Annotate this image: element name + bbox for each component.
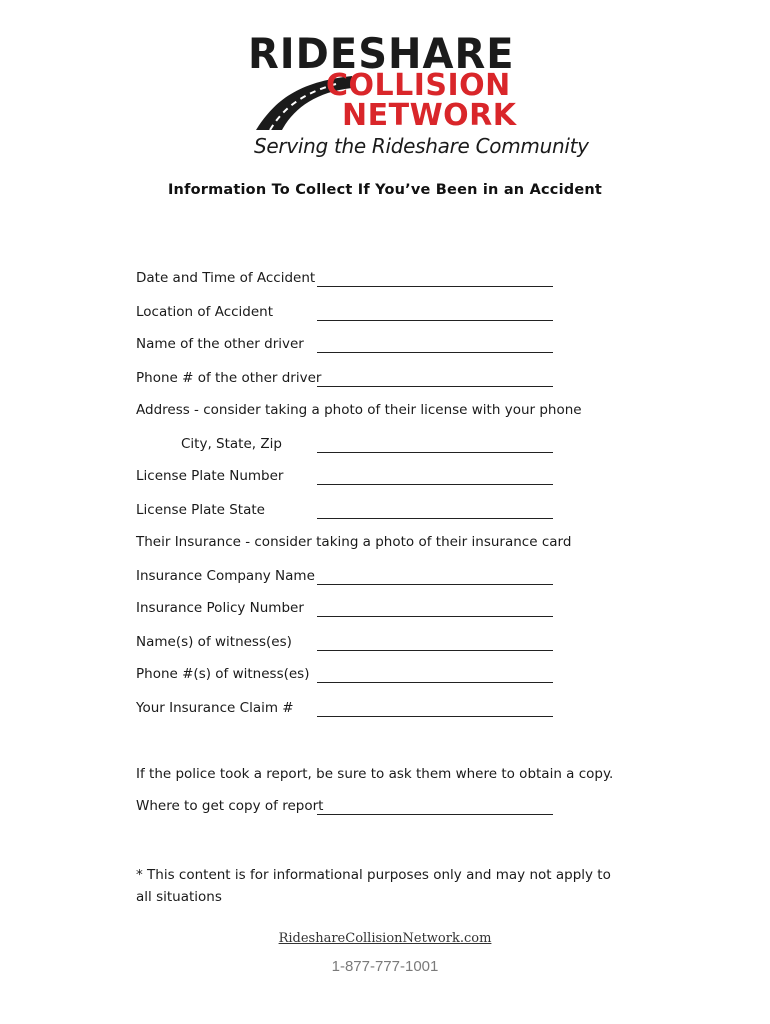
logo-tagline: Serving the Rideshare Community (254, 134, 589, 158)
page-title: Information To Collect If You’ve Been in an Accident (167, 182, 603, 198)
field-blank-line[interactable] (317, 484, 553, 485)
field-claim-number (136, 700, 294, 716)
field-witness-names (136, 634, 292, 650)
field-blank-line[interactable] (317, 682, 553, 683)
field-license-plate-number (136, 468, 283, 484)
field-label: Name of the other driver (136, 336, 304, 352)
police-report-note (136, 766, 613, 782)
rideshare-collision-network-logo (246, 30, 589, 160)
field-date-time (136, 270, 315, 286)
field-label: Insurance Company Name (136, 568, 315, 584)
section-label: Address - consider taking a photo of their license with your phone (136, 402, 582, 418)
field-location (136, 304, 273, 320)
field-other-driver-name (136, 336, 304, 352)
field-blank-line[interactable] (317, 320, 553, 321)
field-label: Phone #(s) of witness(es) (136, 666, 310, 682)
field-label: City, State, Zip (181, 436, 282, 452)
field-insurance-policy (136, 600, 304, 616)
field-report-copy (136, 798, 323, 814)
field-witness-phones (136, 666, 309, 682)
field-label: Location of Accident (136, 304, 274, 320)
field-blank-line[interactable] (317, 584, 553, 585)
field-label: License Plate State (136, 502, 265, 518)
note-text: If the police took a report, be sure to ask them where to obtain a copy. (136, 766, 614, 782)
field-blank-line[interactable] (317, 286, 553, 287)
field-insurance-company (136, 568, 315, 584)
section-label: Their Insurance - consider taking a photo of their insurance card (136, 534, 572, 550)
field-city-state-zip (181, 436, 282, 452)
field-blank-line[interactable] (317, 452, 553, 453)
field-license-plate-state (136, 502, 265, 518)
logo-collision-text: COLLISION (326, 68, 511, 103)
field-blank-line[interactable] (317, 386, 553, 387)
field-label: Phone # of the other driver (136, 370, 322, 386)
field-blank-line[interactable] (317, 518, 553, 519)
section-insurance (136, 534, 571, 550)
website-link[interactable]: RideshareCollisionNetwork.com (278, 931, 492, 946)
field-label: Where to get copy of report (136, 798, 324, 814)
field-blank-line[interactable] (317, 716, 553, 717)
field-blank-line[interactable] (317, 814, 553, 815)
field-label: Name(s) of witness(es) (136, 634, 292, 650)
phone-number: 1-877-777-1001 (331, 958, 439, 975)
field-blank-line[interactable] (317, 650, 553, 651)
field-label: Your Insurance Claim # (136, 700, 294, 716)
field-blank-line[interactable] (317, 352, 553, 353)
logo-rideshare-text: RIDESHARE (248, 30, 515, 79)
field-label: Insurance Policy Number (136, 600, 304, 616)
field-other-driver-phone (136, 370, 321, 386)
field-label: License Plate Number (136, 468, 284, 484)
section-address (136, 402, 582, 418)
field-label: Date and Time of Accident (136, 270, 316, 286)
field-blank-line[interactable] (317, 616, 553, 617)
logo-network-text: NETWORK (342, 98, 517, 133)
disclaimer: * This content is for informational purposes only and may not apply to all situations (136, 867, 611, 905)
